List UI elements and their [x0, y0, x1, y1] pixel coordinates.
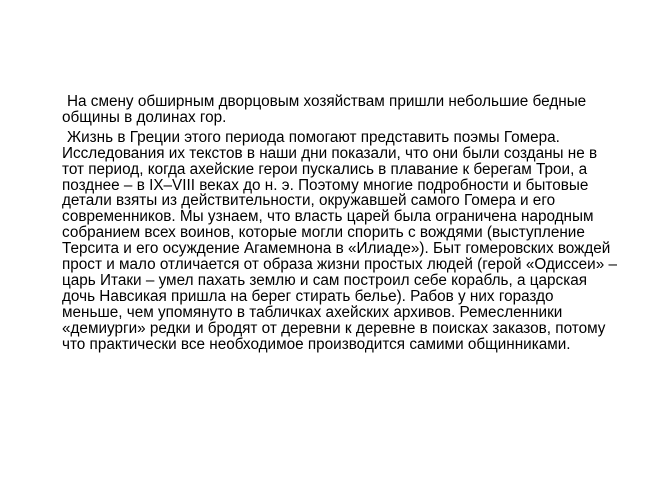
paragraph-homer: Жизнь в Греции этого периода помогают представить поэмы Гомера. Исследования их текстов в наши дни показали, что они были созданы не в тот период, когда ахейские герои пускались в плавание к берегам Трои, а позднее – в IX–VIII веках до н. э. Поэтому многие подробности и бытовые детали взяты из действительности, окружавшей самого Гомера и его современников. Мы узнаем, что власть царей была ограничена народным собранием всех воинов, которые могли спорить с вождями (выступление Терсита и его осуждение Агамемнона в «Илиаде»). Быт гомеровских вождей прост и мало отличается от образа жизни простых людей (герой «Одиссеи» – царь Итаки – умел пахать землю и сам построил себе корабль, а царская дочь Навсикая пришла на берег стирать белье). Рабов у них гораздо меньше, чем упомянуто в табличках ахейских архивов. Ремесленники «демиурги» редки и бродят от деревни к деревне в поисках заказов, потому что практически все необходимое производится самими общинниками. [62, 128, 617, 353]
paragraph-intro: На смену обширным дворцовым хозяйствам пришли небольшие бедные общины в долинах гор. [62, 93, 587, 126]
document-body [62, 94, 618, 353]
